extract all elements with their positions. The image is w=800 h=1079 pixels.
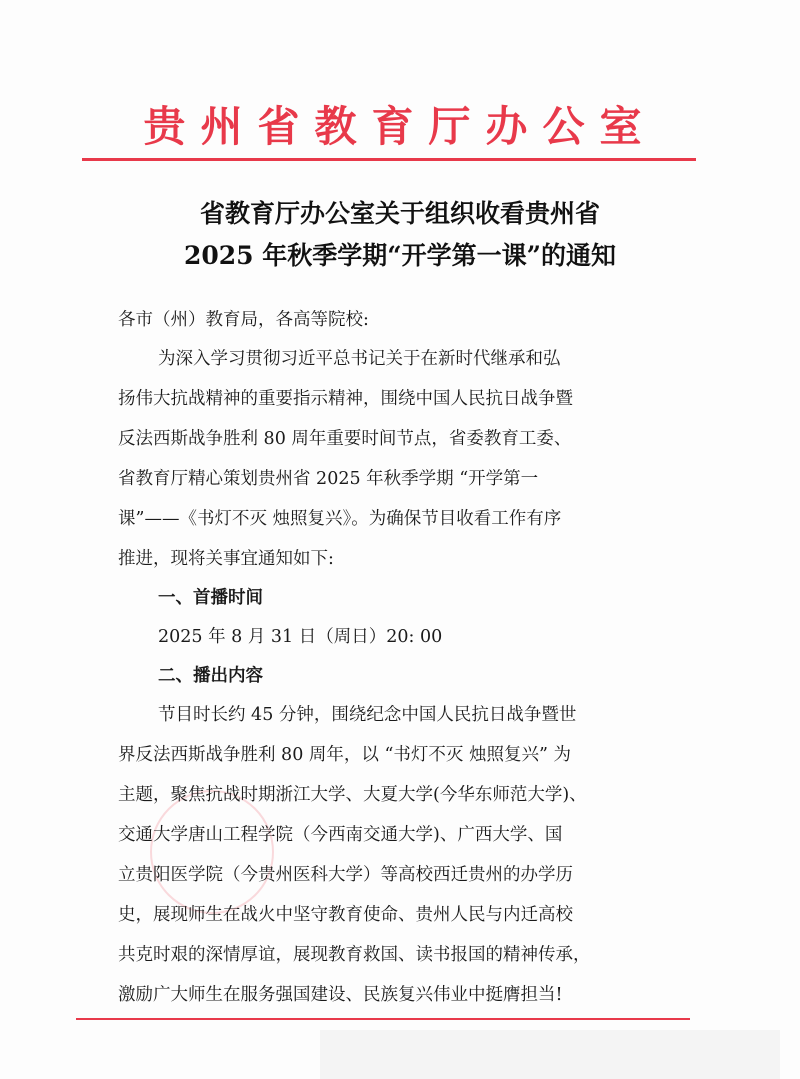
footer-red-rule: [76, 1018, 690, 1020]
content-line: 史，展现师生在战火中坚守教育使命、贵州人民与内迁高校: [118, 905, 573, 925]
intro-line: 省教育厅精心策划贵州省 2025 年秋季学期 “开学第一: [118, 469, 539, 489]
section-heading-broadcast-time: 一、首播时间: [158, 588, 263, 608]
content-line: 主题，聚焦抗战时期浙江大学、大夏大学(今华东师范大学)、: [118, 785, 587, 805]
org-letterhead: 贵州省教育厅办公室: [143, 102, 657, 151]
letterhead-red-rule: [82, 158, 696, 161]
content-line: 立贵阳医学院（今贵州医科大学）等高校西迁贵州的办学历: [118, 865, 573, 885]
section-heading-broadcast-content: 二、播出内容: [158, 666, 263, 686]
content-line: 交通大学唐山工程学院（今西南交通大学)、广西大学、国: [118, 825, 563, 845]
content-line: 共克时艰的深情厚谊，展现教育救国、读书报国的精神传承，: [118, 945, 591, 965]
content-line: 界反法西斯战争胜利 80 周年，以 “书灯不灭 烛照复兴” 为: [118, 745, 571, 765]
content-line: 节目时长约 45 分钟，围绕纪念中国人民抗日战争暨世: [158, 705, 577, 725]
document-title-line-2: 2025 年秋季学期“开学第一课”的通知: [183, 241, 617, 270]
intro-line: 反法西斯战争胜利 80 周年重要时间节点，省委教育工委、: [118, 429, 572, 449]
salutation: 各市（州）教育局，各高等院校:: [118, 310, 369, 330]
next-page-shadow: [320, 1030, 780, 1079]
broadcast-time-value: 2025 年 8 月 31 日（周日）20: 00: [158, 627, 443, 647]
intro-line: 扬伟大抗战精神的重要指示精神，围绕中国人民抗日战争暨: [118, 389, 573, 409]
content-line: 激励广大师生在服务强国建设、民族复兴伟业中挺膺担当!: [118, 985, 563, 1005]
intro-line: 为深入学习贯彻习近平总书记关于在新时代继承和弘: [158, 349, 561, 369]
intro-line: 推进，现将关事宜通知如下:: [118, 549, 334, 569]
intro-line: 课”——《书灯不灭 烛照复兴》。为确保节目收看工作有序: [118, 509, 562, 529]
document-title-line-1: 省教育厅办公室关于组织收看贵州省: [199, 199, 600, 228]
